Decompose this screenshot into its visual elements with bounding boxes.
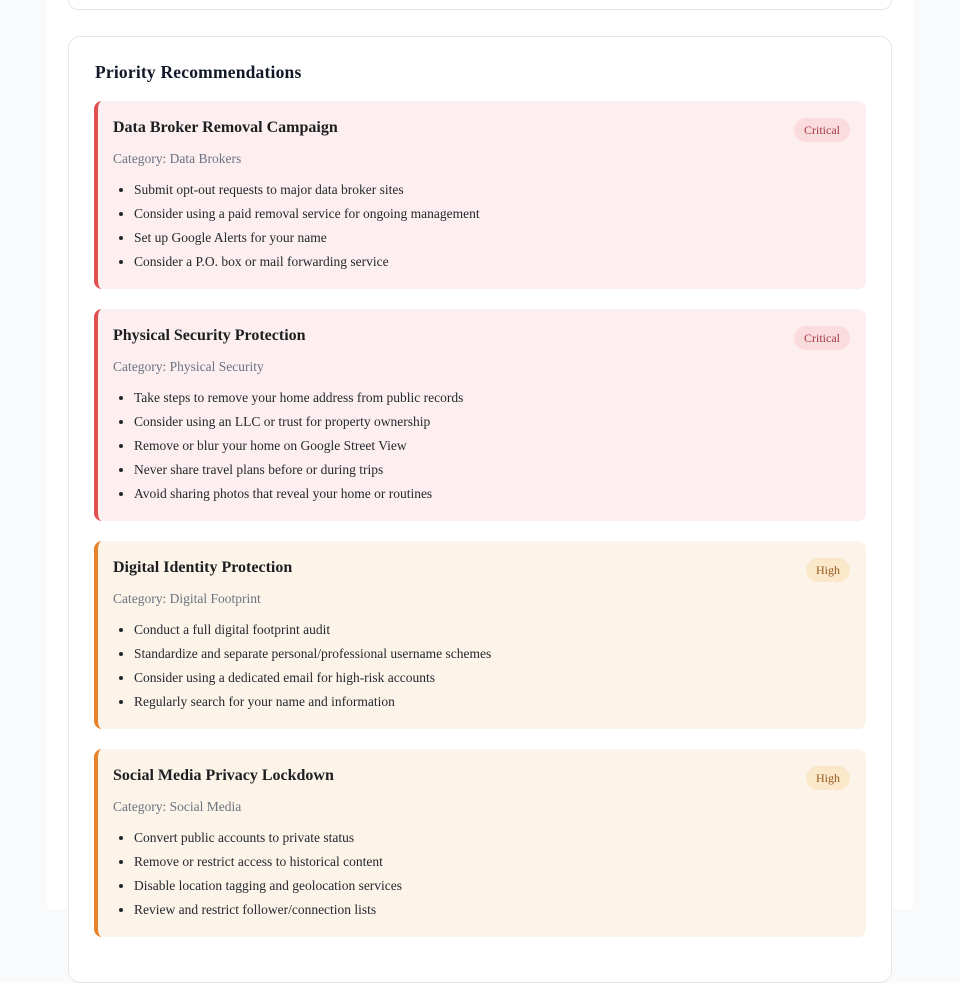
previous-card-bottom-edge: [68, 0, 892, 10]
recommendation-category: Category: Digital Footprint: [113, 591, 261, 606]
recommendation-item: • Remove or restrict access to historical content: [134, 850, 850, 874]
recommendation-item: • Remove or blur your home on Google Street View: [134, 434, 850, 458]
recommendation-category: Category: Data Brokers: [113, 151, 242, 166]
content-column: [47, 0, 913, 917]
recommendation-item: • Convert public accounts to private status: [134, 826, 850, 850]
recommendation-category: Category: Social Media: [113, 799, 242, 814]
section-title: Priority Recommendations: [95, 62, 302, 82]
recommendation-item: • Submit opt-out requests to major data broker sites: [134, 178, 850, 202]
recommendation-item: • Regularly search for your name and information: [134, 690, 850, 714]
recommendation-items: [113, 618, 850, 714]
recommendation-item: • Avoid sharing photos that reveal your home or routines: [134, 482, 850, 506]
recommendation-item: • Consider a P.O. box or mail forwarding service: [134, 250, 850, 274]
recommendation-item: • Take steps to remove your home address from public records: [134, 386, 850, 410]
priority-badge: Critical: [794, 326, 850, 350]
recommendation-items: [113, 386, 850, 506]
recommendation-title: Physical Security Protection: [113, 327, 306, 344]
recommendation-title: Data Broker Removal Campaign: [113, 119, 338, 136]
recommendation-item: • Never share travel plans before or during trips: [134, 458, 850, 482]
recommendation-header: [113, 766, 850, 790]
recommendation-title: Social Media Privacy Lockdown: [113, 767, 334, 784]
recommendation-item: • Disable location tagging and geolocation services: [134, 874, 850, 898]
recommendation-items: [113, 826, 850, 922]
recommendation-card: [94, 101, 866, 289]
recommendation-header: [113, 326, 850, 350]
recommendation-header: [113, 558, 850, 582]
priority-badge: High: [806, 766, 850, 790]
recommendation-item: • Consider using a paid removal service for ongoing management: [134, 202, 850, 226]
priority-badge: Critical: [794, 118, 850, 142]
recommendation-item: • Conduct a full digital footprint audit: [134, 618, 850, 642]
recommendation-item: • Consider using a dedicated email for high-risk accounts: [134, 666, 850, 690]
priority-recommendations-panel: [68, 36, 892, 983]
recommendation-card: [94, 309, 866, 521]
recommendation-category: Category: Physical Security: [113, 359, 264, 374]
recommendation-header: [113, 118, 850, 142]
priority-badge: High: [806, 558, 850, 582]
recommendation-title: Digital Identity Protection: [113, 559, 293, 576]
recommendation-card: [94, 541, 866, 729]
recommendation-item: • Review and restrict follower/connection lists: [134, 898, 850, 922]
recommendation-item: • Set up Google Alerts for your name: [134, 226, 850, 250]
recommendation-item: • Standardize and separate personal/professional username schemes: [134, 642, 850, 666]
recommendation-items: [113, 178, 850, 274]
recommendation-item: • Consider using an LLC or trust for property ownership: [134, 410, 850, 434]
